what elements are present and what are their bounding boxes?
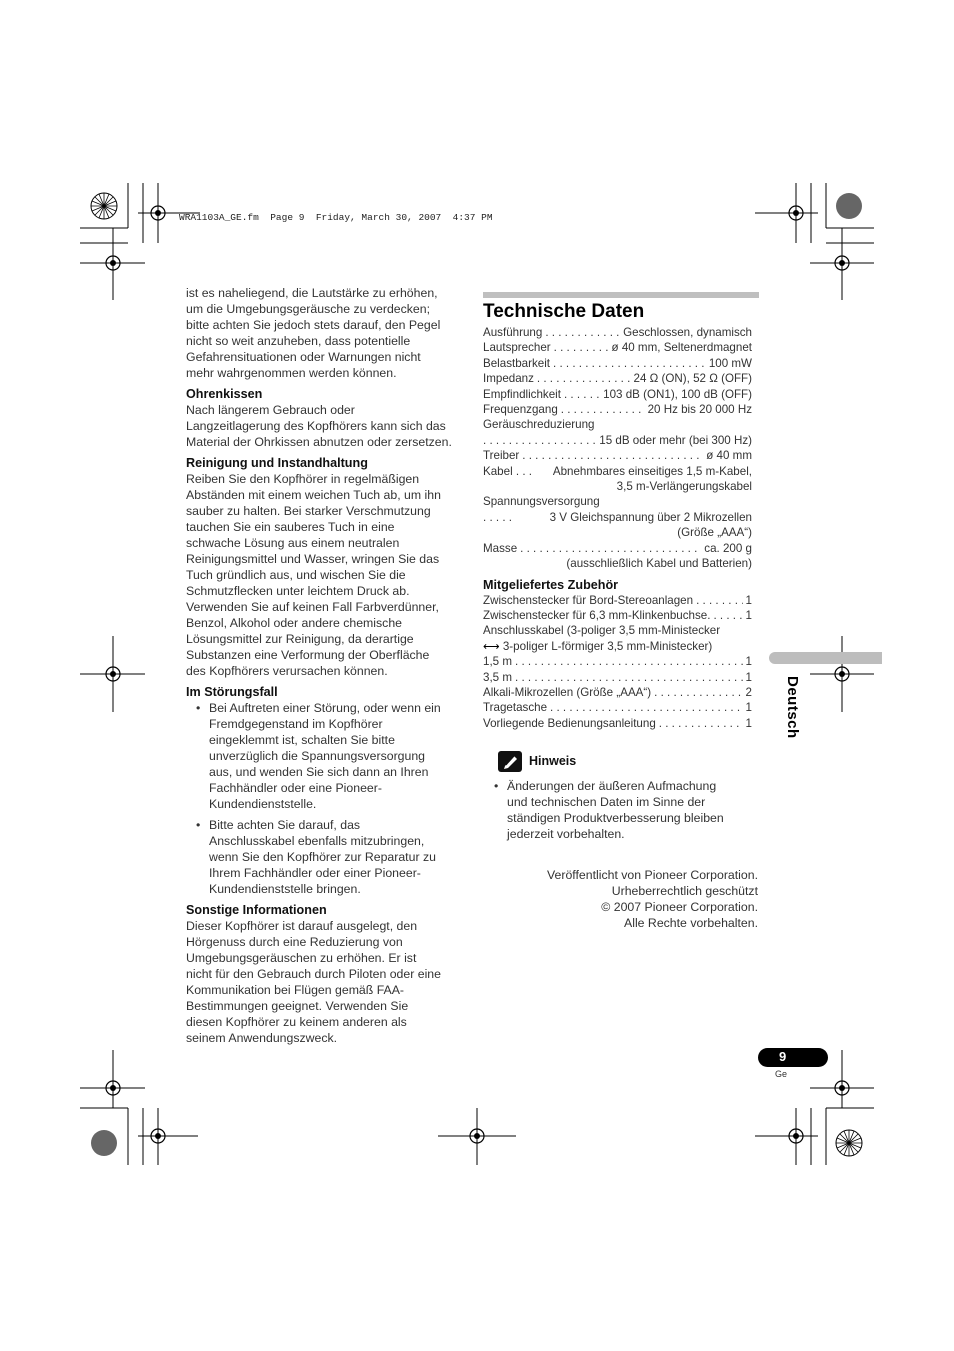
body-line: Hörgenuss durch eine Reduzierung von (186, 935, 403, 949)
body-line: tauchen Sie ein sauberes Tuch in eine (186, 520, 395, 534)
body-line: seinem Anwendungszweck. (186, 1031, 338, 1045)
publisher-line: Veröffentlicht von Pioneer Corporation. (547, 868, 758, 882)
page-title: Technische Daten (483, 301, 645, 322)
intro-line: nicht so weit anzuheben, dass potentielle (186, 334, 411, 348)
body-line: Reiben Sie den Kopfhörer in regelmäßigen (186, 472, 420, 486)
left-column (186, 285, 466, 1046)
body-line: sauber zu halten. Bei starker Verschmutzung (186, 504, 431, 518)
spec-label: Geräuschreduzierung (483, 418, 595, 432)
spec-row: Masse . . . ca. 200 g (483, 541, 752, 556)
note-line: ständigen Produktverbesserung bleiben (507, 811, 724, 825)
bullet-line: Ihrem Fachhändler oder einer Pioneer- (209, 866, 421, 880)
publisher-line: Urheberrechtlich geschützt (611, 884, 758, 898)
spec-row: Lautsprecher . . . ø 40 mm, Seltenerdmagnet (483, 340, 752, 355)
intro-line: um die Umgebungsgeräusche zu verdecken; (186, 302, 431, 316)
bullet-line: Fachhändler oder eine Pioneer- (209, 781, 382, 795)
body-line: Benzol, Alkohol oder andere chemische (186, 616, 403, 630)
bullet-line: aus, und wenden Sie sich dann an Ihren (209, 765, 429, 779)
spec-row: Ausführung . . . Geschlossen, dynamisch (483, 325, 752, 340)
bullet-line: Kundendienststelle bringen. (209, 882, 361, 896)
bullet-icon: • (196, 701, 201, 715)
spec-list (483, 325, 752, 731)
side-tab-bar (769, 652, 882, 664)
publisher-line: Alle Rechte vorbehalten. (624, 916, 758, 930)
body-line: Bestimmungen geeignet. Verwenden Sie (186, 999, 409, 1013)
heading-sonstige: Sonstige Informationen (186, 903, 327, 917)
publisher-line: © 2007 Pioneer Corporation. (601, 900, 758, 914)
accessory-line: ⟷ 3-poliger L-förmiger 3,5 mm-Ministecker) (483, 639, 713, 653)
body-line: Material der Ohrkissen abnutzen oder zersetzen. (186, 435, 452, 449)
body-line: Substanzen eine Verformung der Oberfläche (186, 648, 430, 662)
body-line: nicht für den Gebrauch durch Piloten oder eine (186, 967, 441, 981)
heading-stoerung: Im Störungsfall (186, 685, 278, 699)
body-line: Tuch gründlich aus, und wischen Sie die (186, 568, 406, 582)
body-line: Langzeitlagerung des Kopfhörers kann sich das (186, 419, 446, 433)
accessory-row: Tragetasche . . . 1 (483, 700, 752, 715)
bullet-icon: • (196, 818, 201, 832)
bullet-item (186, 700, 466, 812)
note-line: Änderungen der äußeren Aufmachung (507, 779, 717, 793)
accessory-line: Anschlusskabel (3-poliger 3,5 mm-Ministecker (483, 624, 721, 638)
intro-line: mehr wahrgenommen werden können. (186, 366, 397, 380)
intro-line: bitte achten Sie jedoch stets darauf, den Pegel (186, 318, 441, 332)
bullet-line: Kundendienststelle. (209, 797, 317, 811)
title-bar (483, 292, 759, 298)
accessory-row: 1,5 m . . . 1 (483, 654, 752, 669)
page-number: 9 (779, 1049, 787, 1064)
spec-cont: (Größe „AAA“) (677, 526, 752, 540)
spec-cont: (ausschließlich Kabel und Batterien) (566, 557, 752, 571)
accessory-row: Vorliegende Bedienungsanleitung . . . 1 (483, 716, 752, 731)
heading-ohrenkissen: Ohrenkissen (186, 387, 263, 401)
bullet-line: Bei Auftreten einer Störung, oder wenn ein (209, 701, 441, 715)
heading-reinigung: Reinigung und Instandhaltung (186, 456, 368, 470)
intro-line: Gefahrensituationen oder Warnungen nicht (186, 350, 421, 364)
intro-line: ist es naheliegend, die Lautstärke zu erhöhen, (186, 286, 438, 300)
spec-row: . . . 3 V Gleichspannung über 2 Mikrozellen (483, 510, 752, 525)
language-code: Ge (775, 1069, 788, 1079)
body-line: Verwenden Sie auf keinen Fall Farbverdünner, (186, 600, 439, 614)
file-info-line: WRA1103A_GE.fm Page 9 Friday, March 30, 2007 4:37 PM (179, 212, 493, 223)
accessory-row: 3,5 m . . . 1 (483, 670, 752, 685)
bullet-line: eingeklemmt ist, schalten Sie bitte (209, 733, 395, 747)
body-line: Nach längerem Gebrauch oder (186, 403, 355, 417)
bullet-icon: • (494, 779, 499, 793)
note-heading: Hinweis (529, 754, 577, 768)
side-tab-label: Deutsch (784, 676, 801, 739)
spec-row: Kabel . . . Abnehmbares einseitiges 1,5 m-Kabel, (483, 464, 752, 478)
body-line: Schmutzflecken unter leichtem Druck ab. (186, 584, 410, 598)
spec-row: Impedanz . . . 24 Ω (ON), 52 Ω (OFF) (483, 371, 752, 386)
accessory-row: Zwischenstecker für Bord-Stereoanlagen . . . 1 (483, 593, 752, 608)
spec-row: Empfindlichkeit . . . 103 dB (ON1), 100 dB (OFF) (483, 387, 752, 402)
bullet-line: wenn Sie den Kopfhörer zur Reparatur zu (209, 850, 436, 864)
body-line: Reinigungsmittel und Wasser, wringen Sie das (186, 552, 440, 566)
publisher-block (547, 867, 758, 931)
body-line: des Kopfhörers verursachen können. (186, 664, 388, 678)
double-arrow-icon: ⟷ (483, 639, 500, 653)
accessory-row: Alkali-Mikrozellen (Größe „AAA“) . . . 2 (483, 685, 752, 700)
note-line: jederzeit vorbehalten. (507, 827, 625, 841)
spec-row: . . . 15 dB oder mehr (bei 300 Hz) (483, 433, 752, 448)
body-line: Kommunikation bei Flügen gemäß FAA- (186, 983, 405, 997)
pencil-icon (498, 751, 522, 772)
spec-row: Frequenzgang . . . 20 Hz bis 20 000 Hz (483, 402, 752, 417)
page-number-pill (758, 1048, 828, 1067)
body-line: schwache Lösung aus einem neutralen (186, 536, 400, 550)
heading-zubehoer: Mitgeliefertes Zubehör (483, 577, 619, 592)
bullet-line: Fremdgegenstand im Kopfhörer (209, 717, 383, 731)
spec-row: Treiber . . . ø 40 mm (483, 448, 752, 463)
bullet-line: Bitte achten Sie darauf, das (209, 818, 361, 832)
bullet-line: Anschlusskabel ebenfalls mitzubringen, (209, 834, 425, 848)
note-icon (498, 751, 522, 772)
note-body (494, 778, 754, 842)
spec-row: Belastbarkeit . . . 100 mW (483, 356, 752, 371)
accessory-row: Zwischenstecker für 6,3 mm-Klinkenbuchse. . . . 1 (483, 608, 752, 623)
body-line: Umgebungsgeräuschen zu erhöhen. Er ist (186, 951, 417, 965)
body-line: Abständen mit einem weichen Tuch ab, um ihn (186, 488, 441, 502)
bullet-item (186, 817, 466, 897)
spec-cont: 3,5 m-Verlängerungskabel (616, 480, 752, 494)
body-line: diesen Kopfhörer zu keinem anderen als (186, 1015, 407, 1029)
body-line: Dieser Kopfhörer ist darauf ausgelegt, den (186, 919, 418, 933)
note-line: und technischen Daten im Sinne der (507, 795, 706, 809)
body-line: Lösungsmittel zur Reinigung, da derartige (186, 632, 414, 646)
spec-label: Spannungsversorgung (483, 495, 600, 509)
bullet-line: unverzüglich die Spannungsversorgung (209, 749, 426, 763)
